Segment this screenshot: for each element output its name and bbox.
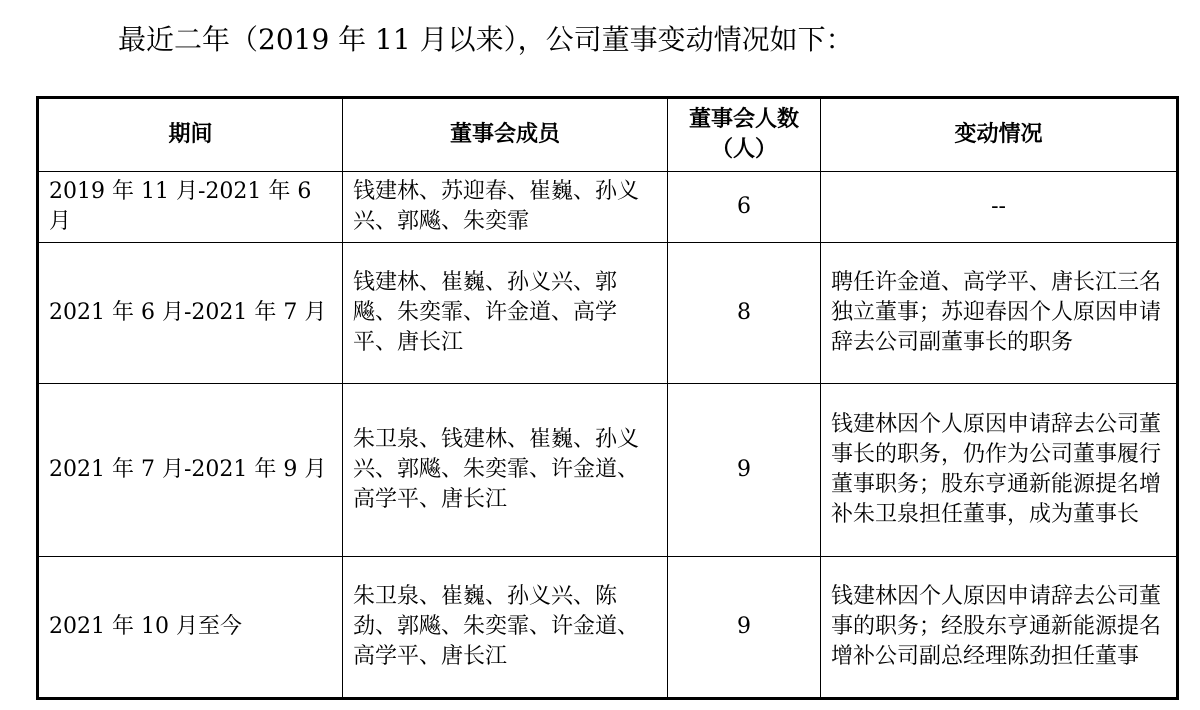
intro-text: 最近二年（2019 年 11 月以来），公司董事变动情况如下：: [118, 23, 854, 56]
cell-change: --: [821, 172, 1178, 243]
header-change: 变动情况: [821, 98, 1178, 172]
table-row: [38, 172, 1178, 243]
board-changes-table: [36, 96, 1179, 700]
table-row: [38, 557, 1178, 699]
cell-members: 朱卫泉、钱建林、崔巍、孙义兴、郭飚、朱奕霏、许金道、高学平、唐长江: [343, 384, 668, 557]
table-row: [38, 243, 1178, 384]
cell-members: 钱建林、苏迎春、崔巍、孙义兴、郭飚、朱奕霏: [343, 172, 668, 243]
cell-members: 朱卫泉、崔巍、孙义兴、陈劲、郭飚、朱奕霏、许金道、高学平、唐长江: [343, 557, 668, 699]
cell-period: 2019 年 11 月-2021 年 6 月: [38, 172, 343, 243]
header-members: 董事会成员: [343, 98, 668, 172]
cell-period: 2021 年 7 月-2021 年 9 月: [38, 384, 343, 557]
cell-count: 8: [668, 243, 821, 384]
header-count: 董事会人数（人）: [668, 98, 821, 172]
cell-period: 2021 年 10 月至今: [38, 557, 343, 699]
cell-members: 钱建林、崔巍、孙义兴、郭飚、朱奕霏、许金道、高学平、唐长江: [343, 243, 668, 384]
cell-change: 钱建林因个人原因申请辞去公司董事的职务；经股东亨通新能源提名增补公司副总经理陈劲担任董事: [821, 557, 1178, 699]
cell-count: 9: [668, 557, 821, 699]
cell-period: 2021 年 6 月-2021 年 7 月: [38, 243, 343, 384]
cell-count: 6: [668, 172, 821, 243]
cell-count: 9: [668, 384, 821, 557]
cell-change: 聘任许金道、高学平、唐长江三名独立董事；苏迎春因个人原因申请辞去公司副董事长的职务: [821, 243, 1178, 384]
table-row: [38, 384, 1178, 557]
header-period: 期间: [38, 98, 343, 172]
table-header-row: [38, 98, 1178, 172]
cell-change: 钱建林因个人原因申请辞去公司董事长的职务，仍作为公司董事履行董事职务；股东亨通新能源提名增补朱卫泉担任董事，成为董事长: [821, 384, 1178, 557]
